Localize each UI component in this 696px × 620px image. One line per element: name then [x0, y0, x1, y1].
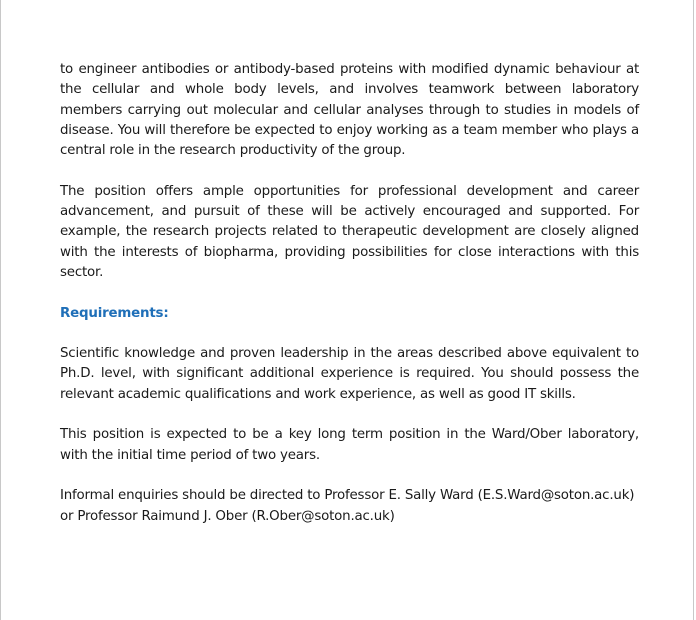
- paragraph-position-term: This position is expected to be a key long term position in the Ward/Ober laboratory, with the initial time period of two years.: [60, 427, 639, 463]
- paragraph-informal-enquiries: Informal enquiries should be directed to Professor E. Sally Ward (E.S.Ward@soton.ac.uk) or Professor Raimund J. Ober (R.Ober@soton.ac.uk): [60, 488, 635, 524]
- document-body: [60, 60, 639, 547]
- paragraph-requirements: Scientific knowledge and proven leadership in the areas described above equivalent to Ph.D. level, with significant additional experience is required. You should possess the relevant academic qualifications and work experience, as well as good IT skills.: [60, 346, 639, 402]
- paragraph-career-development: The position offers ample opportunities for professional development and career advancement, and pursuit of these will be actively encouraged and supported. For example, the research projects related to therapeutic development are closely aligned with the interests of biopharma, providing possibilities for close interactions with this sector.: [60, 183, 639, 280]
- paragraph-research-role: to engineer antibodies or antibody-based proteins with modified dynamic behaviour at the cellular and whole body levels, and involves teamwork between laboratory members carrying out molecular and cellular analyses through to studies in models of disease. You will therefore be expected to enjoy working as a team member who plays a central role in the research productivity of the group.: [60, 62, 639, 159]
- requirements-heading: Requirements:: [60, 305, 169, 321]
